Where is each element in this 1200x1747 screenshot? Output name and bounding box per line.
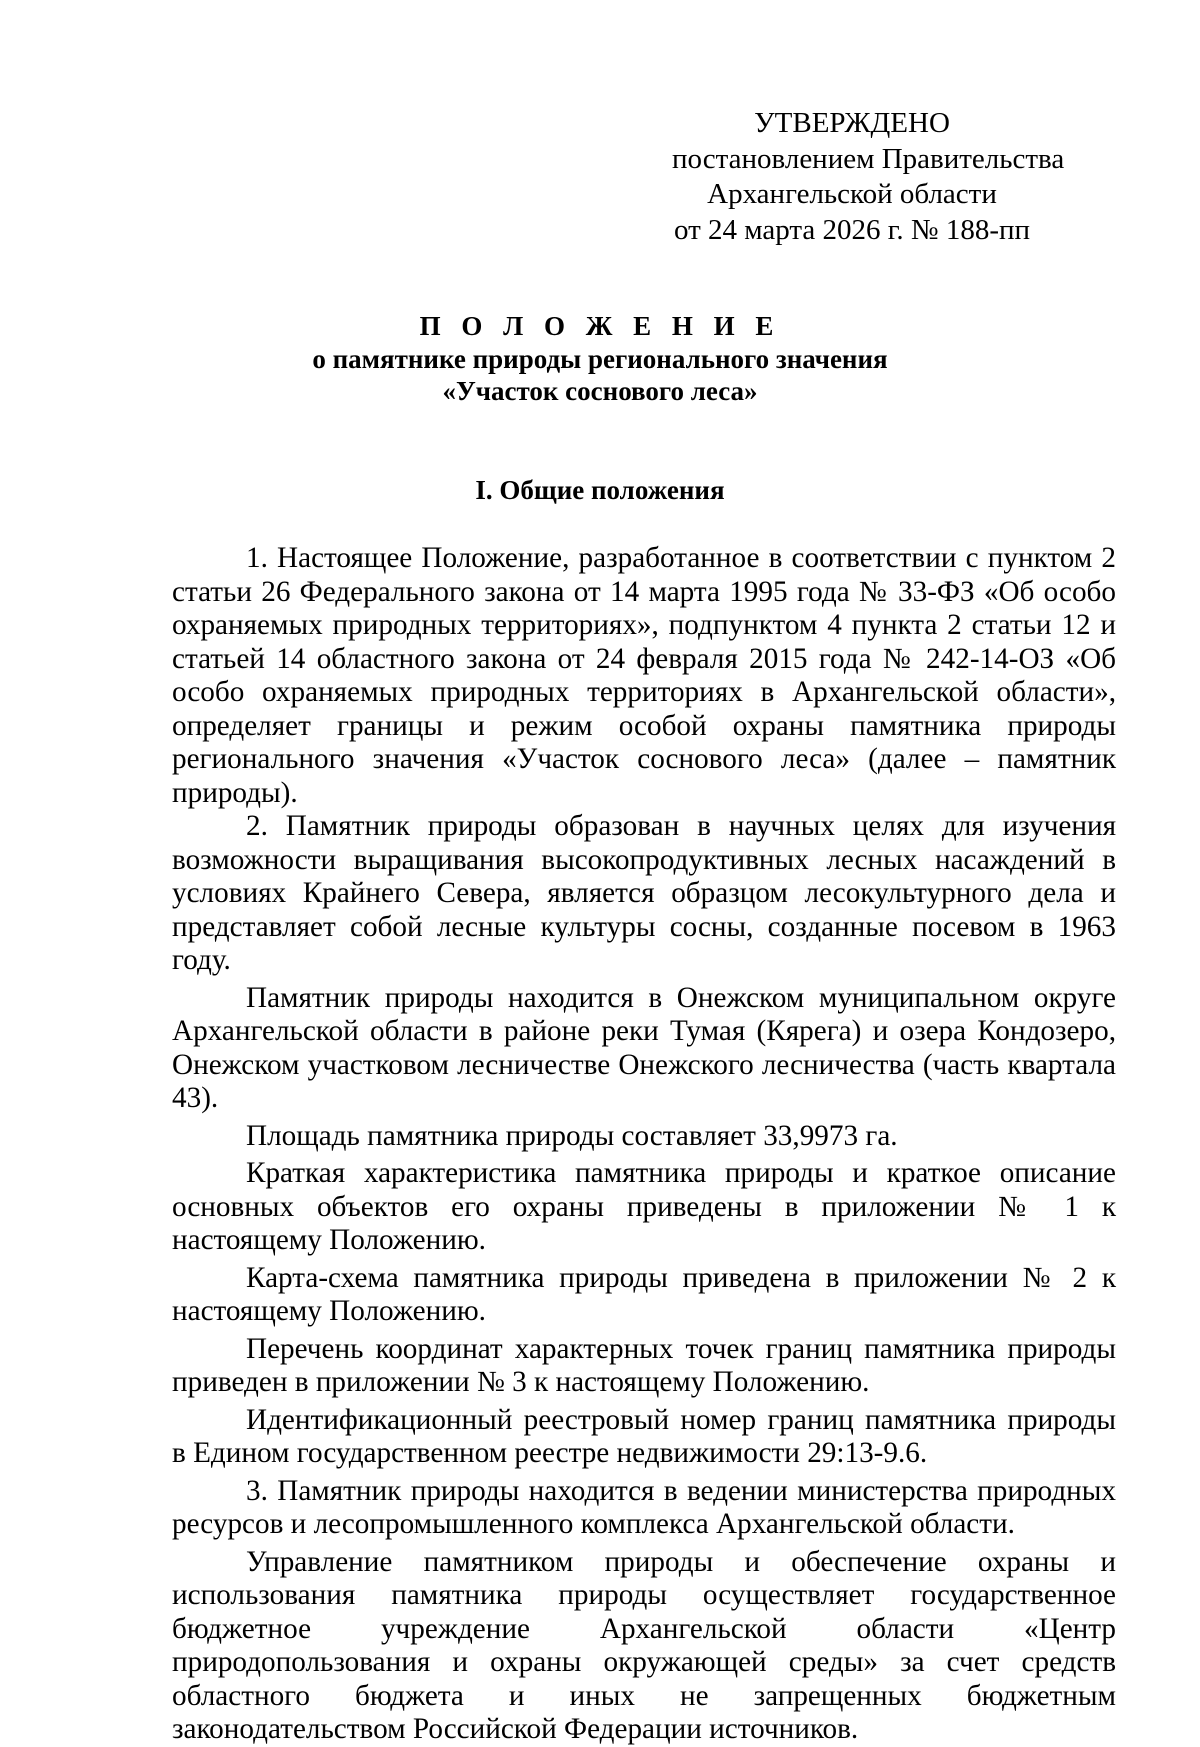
paragraph-2: 2. Памятник природы образован в научных целях для изучения возможности выращивания высокопродуктивных лесных насаждений в условиях Крайнего Севера, является образцом лесокультурного дела и представляет собой лесные культуры сосны, созданные посевом в 1963 году. <box>172 810 1116 976</box>
paragraph-8: Идентификационный реестровый номер границ памятника природы в Едином государственном реестре недвижимости 29:13-9.6. <box>172 1403 1116 1469</box>
approval-date-number: от 24 марта 2026 г. № 188-пп <box>673 213 1031 246</box>
section-body <box>172 542 1116 1747</box>
paragraph-3: Памятник природы находится в Онежском муниципальном округе Архангельской области в районе реки Тумая (Кярега) и озера Кондозеро, Онежском участковом лесничестве Онежского лесничества (часть квартала 43). <box>172 981 1116 1114</box>
approval-authority: постановлением Правительства <box>672 142 1065 175</box>
approval-label: УТВЕРЖДЕНО <box>754 107 950 139</box>
approval-region: Архангельской области <box>707 178 997 210</box>
paragraph-7: Перечень координат характерных точек границ памятника природы приведен в приложении № 3 к настоящему Положению. <box>172 1332 1116 1398</box>
document-subtitle-line1: о памятнике природы регионального значения <box>312 344 888 374</box>
paragraph-10: Управление памятником природы и обеспечение охраны и использования памятника природы осуществляет государственное бюджетное учреждение Архангельской области «Центр природопользования и охраны окружающей среды» за счет средств областного бюджета и иных не запрещенных бюджетным законодательством Российской Федерации источников. <box>172 1545 1116 1745</box>
document-heading <box>0 310 1200 407</box>
paragraph-6: Карта-схема памятника природы приведена в приложении № 2 к настоящему Положению. <box>172 1261 1116 1327</box>
approval-block <box>672 106 1065 248</box>
paragraph-1: 1. Настоящее Положение, разработанное в соответствии с пунктом 2 статьи 26 Федерального закона от 14 марта 1995 года № 33-ФЗ «Об особо охраняемых природных территориях», подпунктом 4 пункта 2 статьи 12 и статьей 14 областного закона от 24 февраля 2015 года № 242-14-ОЗ «Об особо охраняемых природных территориях в Архангельской области», определяет границы и режим особой охраны памятника природы регионального значения «Участок соснового леса» (далее – памятник природы). <box>172 542 1116 809</box>
document-title: П О Л О Ж Е Н И Е <box>419 311 781 341</box>
paragraph-5: Краткая характеристика памятника природы и краткое описание основных объектов его охраны приведены в приложении № 1 к настоящему Положению. <box>172 1157 1116 1256</box>
section-title: I. Общие положения <box>475 475 725 505</box>
paragraph-4: Площадь памятника природы составляет 33,9973 га. <box>246 1119 898 1152</box>
paragraph-9: 3. Памятник природы находится в ведении министерства природных ресурсов и лесопромышленного комплекса Архангельской области. <box>172 1474 1116 1540</box>
document-subtitle-line2: «Участок соснового леса» <box>442 376 758 406</box>
